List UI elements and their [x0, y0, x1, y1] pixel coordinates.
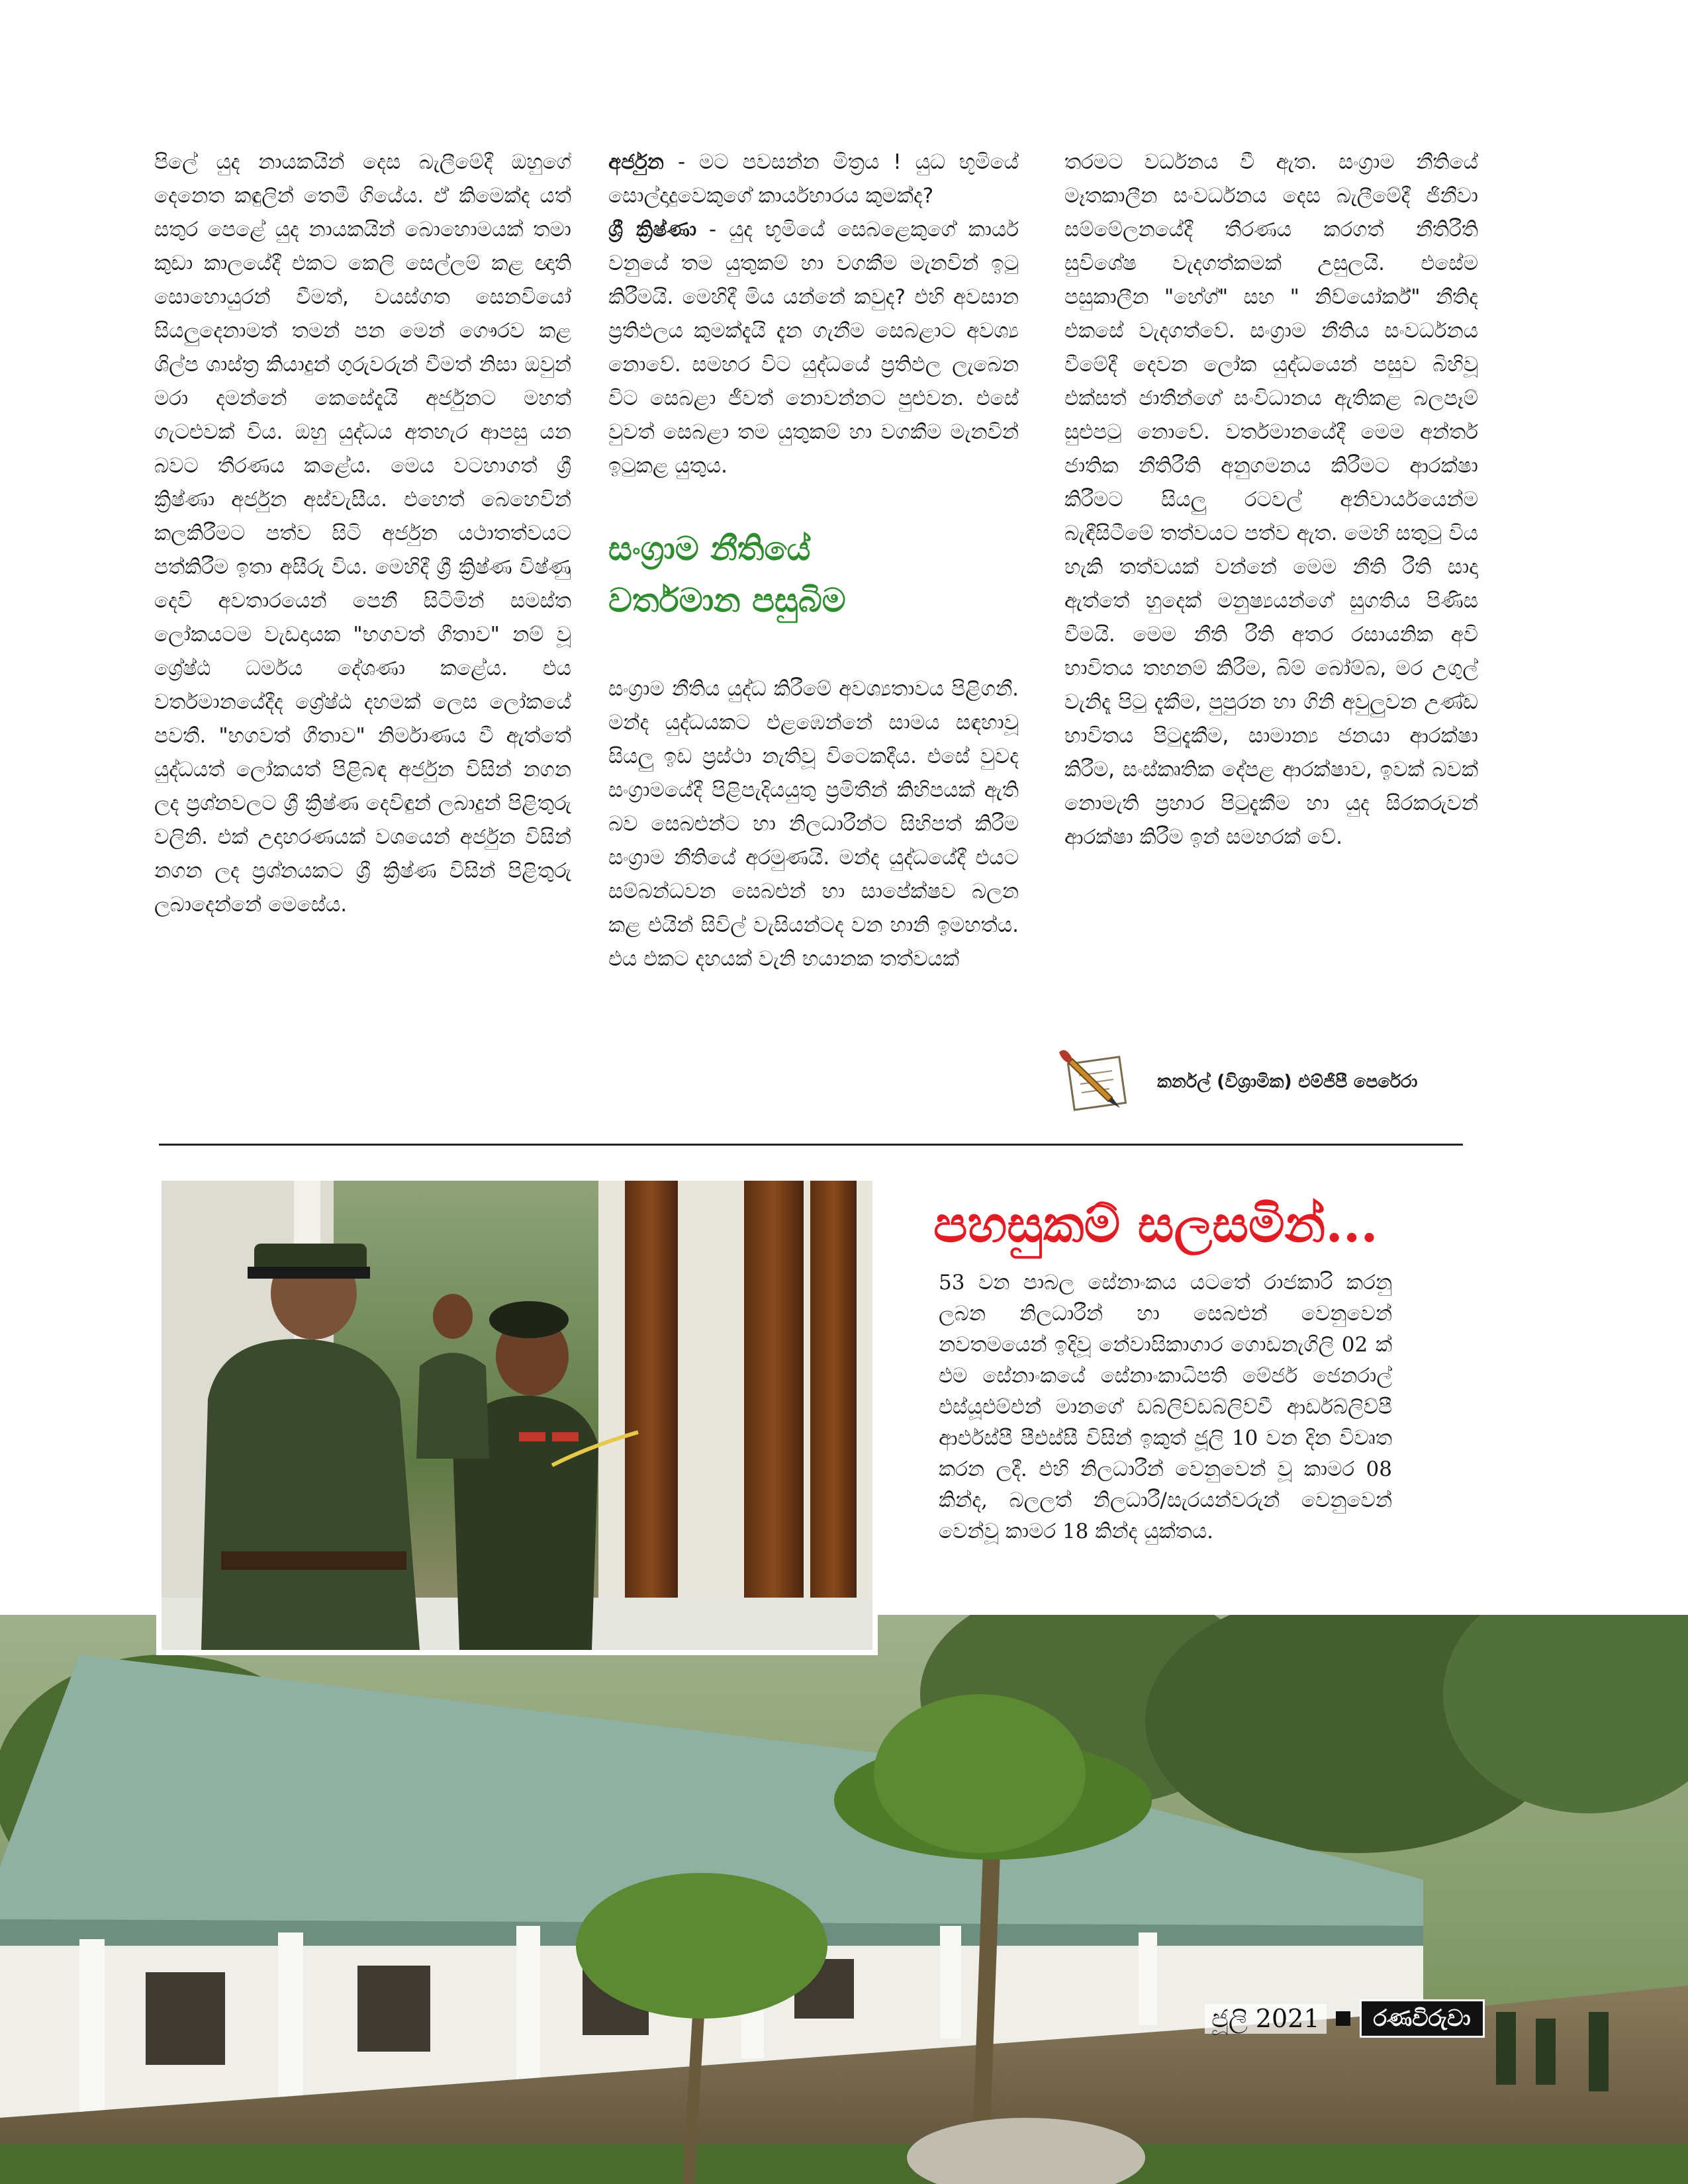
page-footer [1205, 1999, 1485, 2038]
dialogue-arjuna [608, 146, 1019, 213]
section-heading-line-2: වර්තමාන පසුබිම [608, 581, 846, 619]
author-name: කර්නල් (විශ්‍රාමික) එම්ජීපී පෙරේරා [1157, 1071, 1418, 1092]
section-heading-line-1: සංග්‍රාම නීතියේ [608, 529, 811, 568]
column-3-text: තරමට වර්ධනය වී ඇත. සංග්‍රාම නීතියේ මෑතකාලීන සංවර්ධනය දෙස බැලීමේදී ජිනීවා සම්මේලනයේදී තීරණය කරගත් නීතිරීති සුවිශේෂ වැදගත්කමක් උසුලයි. එසේම පසුකාලීන "හේග්" සහ " නිව්යෝර්ක්" නීතිද එකසේ වැදගත්වේ. සංග්‍රාම නීතිය සංවර්ධනය වීමේදී දෙවන ලෝක යුද්ධයෙන් පසුව බිහිවූ එක්සත් ජාතීන්ගේ සංවිධානය ඇතිකළ බලපෑම් සුළුපටු නොවේ. වර්තමානයේදී මෙම අන්තර් ජාතික නීතිරීති අනුගමනය කිරීමට ආරක්ෂා කිරීමට සියලු රටවල් අනිවාර්යයෙන්ම බැඳීසිටීමේ තත්වයට පත්ව ඇත. මෙහි සතුටු විය හැකි තත්වයක් වන්නේ මෙම නීති රීති සාදා ඇත්තේ හුදෙක් මනුෂ්‍යයන්ගේ සුගතිය පිණිස වීමයි. මෙම නීති රීති අතර රසායනික අවි භාවිතය තහනම් කිරීම, බිම් බෝම්බ, මර උගුල් වැනිදෑ පිටු දැකීම, පුපුරන හා ගිනි අවුලුවන උණ්ඩ භාවිතය පිටුදැකීම, සාමාන්‍ය ජනයා ආරක්ෂා කිරීම, සංස්කෘතික දේපළ ආරක්ෂාව, ඉවක් බවක් නොමැති ප්‍රහාර පිටුදැකීම හා යුද සිරකරුවන් ආරක්ෂා කිරීම ඉන් සමහරක් වේ. [1064, 150, 1478, 849]
author-byline [1059, 1046, 1496, 1118]
pen-writing-icon [1059, 1046, 1139, 1118]
speaker-krishna: ශ්‍රී ක්‍රිෂ්ණා [608, 218, 697, 242]
article-column-1 [154, 146, 571, 1118]
section-heading [608, 523, 1019, 626]
section-body: සංග්‍රාම නීතිය යුද්ධ කිරීමේ අවශ්‍යතාවය පිළිගනී. මන්ද යුද්ධයකට එළඹෙන්නේ සාමය සඳහාවූ සියලු ඉඩ ප්‍රස්ථා නැතිවූ විටෙකදීය. එසේ වුවද සංග්‍රාමයේදී පිළිපැදියයුතු ප්‍රමිතීන් කිහිපයක් ඇති බව සෙබළුන්ට හා නිලධාරීන්ට සිහිපත් කිරීම සංග්‍රාම නීතියේ අරමුණයි. මන්ද යුද්ධයේදී එයට සම්බන්ධවන සෙබළුන් හා සාපේක්ෂව බලන කළ එයින් සිවිල් වැසියන්ටද වන හානි ඉමහත්ය. එය එකට දහයක් වැනි භයානක තත්වයක් [608, 677, 1019, 971]
dialogue-krishna-text: - යුද භූමියේ සෙබළෙකුගේ කාර්ය වනුයේ තම යුතුකම් හා වගකීම මැනවින් ඉටු කිරීමයි. මෙහිදී මිය යන්නේ කවුද? එහි අවසාන ප්‍රතිඵලය කුමක්දැයි දැන ගැනීම සෙබළාට අවශ්‍ය නොවේ. සමහර විට යුද්ධයේ ප්‍රතිඵල ලැබෙන විට සෙබළා ජීවත් නොවන්නට පුළුවන. එසේ වුවත් සෙබළා තම යුතුකම් හා වගකීම මැනවින් ඉටුකළ යුතුය. [608, 218, 1019, 478]
article-column-3 [1064, 146, 1478, 1118]
speaker-arjuna: අර්ජුන [608, 150, 664, 174]
news-title: පහසුකම් සලසමින්... [933, 1195, 1378, 1253]
article-column-2 [608, 146, 1019, 1118]
magazine-name: රණවිරුවා [1360, 1999, 1485, 2038]
column-1-text: පිලේ යුද නායකයින් දෙස බැලීමේදී ඔහුගේ දෙනෙත කඳුලින් තෙමී ගියේය. ඒ කිමෙක්ද යත් සතුර පෙළේ යුද නායකයින් බොහොමයක් තමා කුඩා කාලයේදී එකට කෙලි සෙල්ලම් කළ ඥාති සොහොයුරන් වීමත්, වයස්ගත සෙනවියෝ සියලුදෙනාමත් තමන් පන මෙන් ගෞරව කළ ශිල්ප ශාස්ත්‍ර කියාදුන් ගුරුවරුන් වීමත් නිසා ඔවුන් මරා දමන්නේ කෙසේදැයි අර්ජුනට මහත් ගැටළුවක් විය. ඔහු යුද්ධය අතහැර ආපසු යන බවට තීරණය කළේය. මෙය වටහාගත් ශ්‍රී ක්‍රිෂ්ණා අර්ජුන අස්වැසීය. එහෙත් බෙහෙවින් කලකිරීමට පත්ව සිටි අර්ජුන යථාතත්වයට පත්කිරීම ඉතා අසීරු විය. මෙහිදී ශ්‍රී ක්‍රිෂ්ණ විෂ්ණු දෙවි අවතාරයෙන් පෙනී සිටිමින් සමස්ත ලෝකයටම වැඩදායක "භගවත් ගීතාව" නම් වූ ශ්‍රේෂ්ඨ ධර්මය දේශණා කළේය. එය වර්තමානයේදීද ශ්‍රේෂ්ඨ දහමක් ලෙස ලෝකයේ පවතී. "භගවත් ගීතාව" නිර්මාණය වී ඇත්තේ යුද්ධයත් ලෝකයත් පිළිබඳ අර්ජුන විසින් නගන ලද ප්‍රශ්නවලට ශ්‍රී ක්‍රිෂ්ණ දෙවිඳුන් ලබාදුන් පිළිතුරු වලිනි. එක් උදාහරණයක් වශයෙන් අර්ජුන විසින් නගන ලද ප්‍රශ්නයකට ශ්‍රී ක්‍රිෂ්ණ විසින් පිළිතුරු ලබාදෙන්නේ මෙසේය. [154, 150, 571, 917]
barracks-photo [0, 1615, 1688, 2184]
issue-date: ජූලි 2021 [1205, 2004, 1327, 2034]
news-body: 53 වන පාබල සේනාංකය යටතේ රාජකාරි කරනු ලබන නිලධාරීන් හා සෙබළුන් වෙනුවෙන් නවතමයෙන් ඉදිවූ නේවාසිකාගාර ගොඩනැගිලි 02 ක් එම සේනාංකයේ සේනාංකාධිපති මේජර් ජෙනරාල් එස්යූඑම්එන් මානගේ ඩබ්ලිව්ඩබ්ලිව්වී ආර්ඩබ්ලිව්පී ආර්එස්පී පීඑස්සී විසින් ඉකුත් ජූලි 10 වන දින විවෘත කරන ලදී. එහි නිලධාරීන් වෙනුවෙන් වූ කාමර 08 කින්ද, බලලත් නිලධාරී/සැරයන්වරුන් වෙනුවෙන් වෙන්වූ කාමර 18 කින්ද යුක්තය. [939, 1271, 1392, 1543]
footer-separator [1336, 2011, 1350, 2026]
dialogue-arjuna-text: - මට පවසන්න මිත්‍රය ! යුධ භූමියේ සොල්දාදුවෙකුගේ කාර්යභාරය කුමක්ද? [608, 150, 1019, 208]
opening-ceremony-photo [156, 1175, 878, 1655]
dialogue-krishna [608, 213, 1019, 483]
section-divider [159, 1144, 1463, 1146]
